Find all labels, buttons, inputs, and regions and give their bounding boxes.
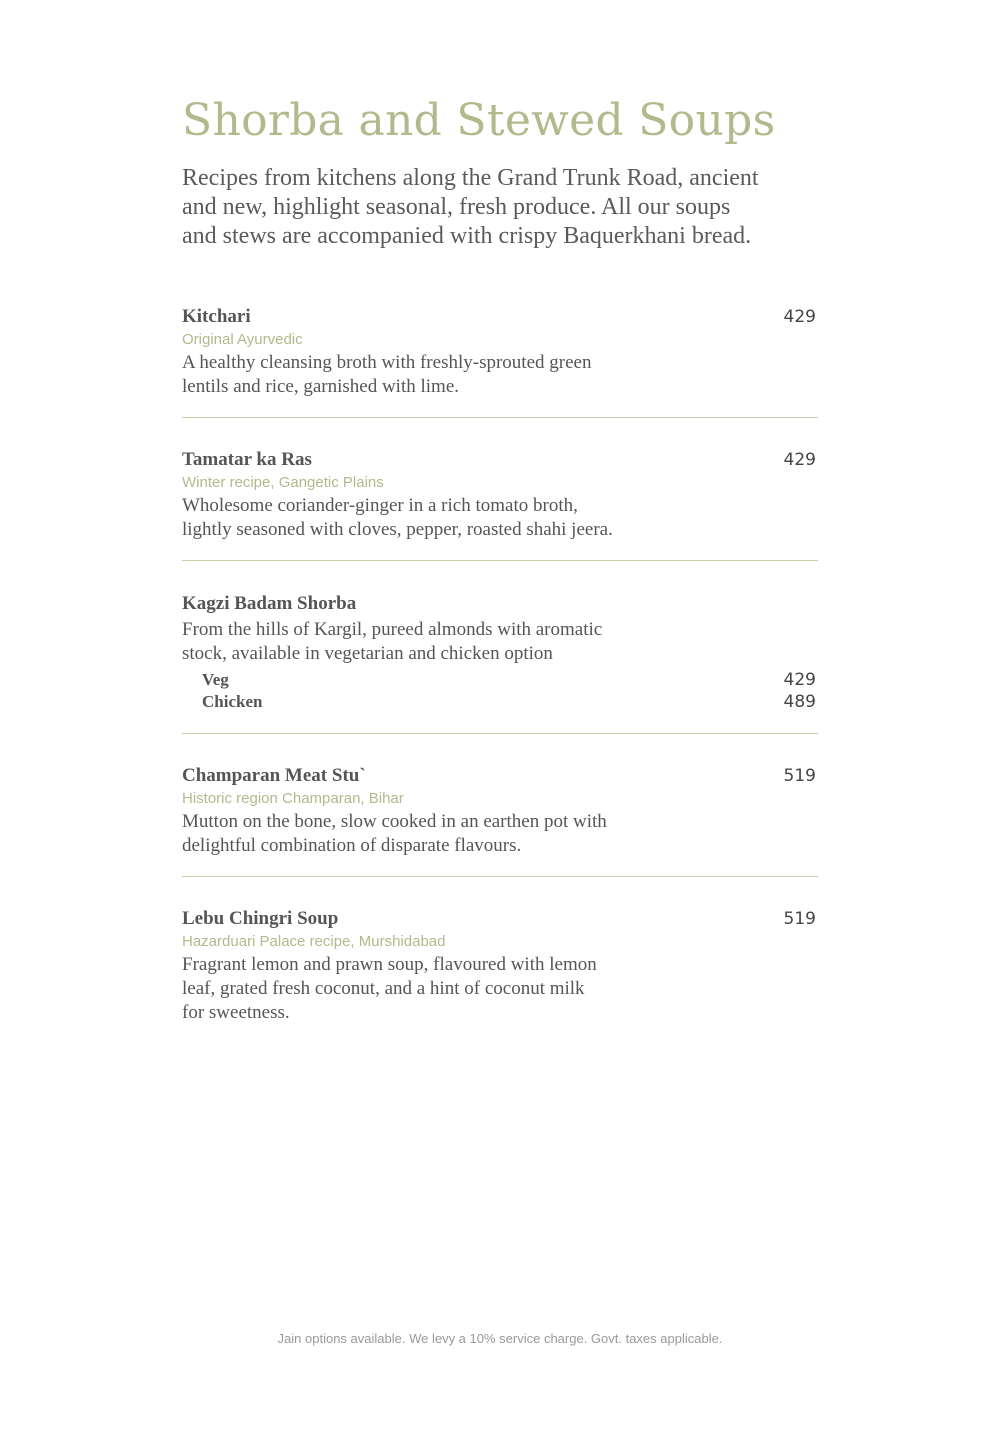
item-description	[182, 618, 662, 666]
item-origin: Hazarduari Palace recipe, Murshidabad	[182, 933, 446, 950]
intro-line: Recipes from kitchens along the Grand Trunk Road, ancient	[182, 165, 759, 191]
item-name: Kitchari	[182, 306, 251, 327]
item-description-line: leaf, grated fresh coconut, and a hint of coconut milk	[182, 978, 585, 999]
item-description-line: A healthy cleansing broth with freshly-sprouted green	[182, 352, 592, 373]
item-description-line: lentils and rice, garnished with lime.	[182, 376, 460, 397]
intro-line: and stews are accompanied with crispy Baquerkhani bread.	[182, 223, 752, 249]
footer-note: Jain options available. We levy a 10% service charge. Govt. taxes applicable.	[277, 1331, 723, 1346]
divider	[182, 876, 818, 877]
item-description-line: Fragrant lemon and prawn soup, flavoured with lemon	[182, 954, 597, 975]
item-name: Kagzi Badam Shorba	[182, 593, 357, 614]
item-description	[182, 494, 662, 542]
item-origin: Winter recipe, Gangetic Plains	[182, 474, 384, 491]
item-price: 519	[783, 909, 816, 929]
item-description-line: delightful combination of disparate flavours.	[182, 835, 522, 856]
item-origin: Original Ayurvedic	[182, 331, 303, 348]
item-price: 519	[783, 766, 816, 786]
menu-item-kitchari	[182, 305, 818, 399]
item-description-line: stock, available in vegetarian and chicken option	[182, 643, 553, 664]
item-name: Lebu Chingri Soup	[182, 908, 339, 929]
variant-chicken	[182, 691, 818, 713]
item-origin: Historic region Champaran, Bihar	[182, 790, 404, 807]
item-price: 429	[783, 450, 816, 470]
item-description	[182, 953, 662, 1025]
menu-item-tamatar-ka-ras	[182, 448, 818, 542]
variant-veg	[182, 669, 818, 691]
intro-line: and new, highlight seasonal, fresh produce. All our soups	[182, 194, 731, 220]
item-name: Champaran Meat Stu`	[182, 765, 366, 786]
item-description-line: for sweetness.	[182, 1002, 290, 1023]
variant-price: 489	[783, 692, 816, 712]
item-description-line: Mutton on the bone, slow cooked in an earthen pot with	[182, 811, 607, 832]
menu-item-champaran-meat-stu	[182, 764, 818, 858]
variant-price: 429	[783, 670, 816, 690]
item-price: 429	[783, 307, 816, 327]
item-description-line: Wholesome coriander-ginger in a rich tomato broth,	[182, 495, 578, 516]
item-description-line: From the hills of Kargil, pureed almonds with aromatic	[182, 619, 603, 640]
divider	[182, 733, 818, 734]
page-title: Shorba and Stewed Soups	[182, 95, 776, 146]
divider	[182, 560, 818, 561]
item-description	[182, 810, 662, 858]
variant-label: Chicken	[202, 692, 263, 711]
variant-label: Veg	[202, 670, 229, 689]
intro-text	[182, 164, 822, 251]
menu-item-lebu-chingri-soup	[182, 907, 818, 1025]
item-description-line: lightly seasoned with cloves, pepper, roasted shahi jeera.	[182, 519, 613, 540]
menu-item-kagzi-badam-shorba	[182, 592, 818, 713]
item-name: Tamatar ka Ras	[182, 449, 312, 470]
item-description	[182, 351, 662, 399]
divider	[182, 417, 818, 418]
